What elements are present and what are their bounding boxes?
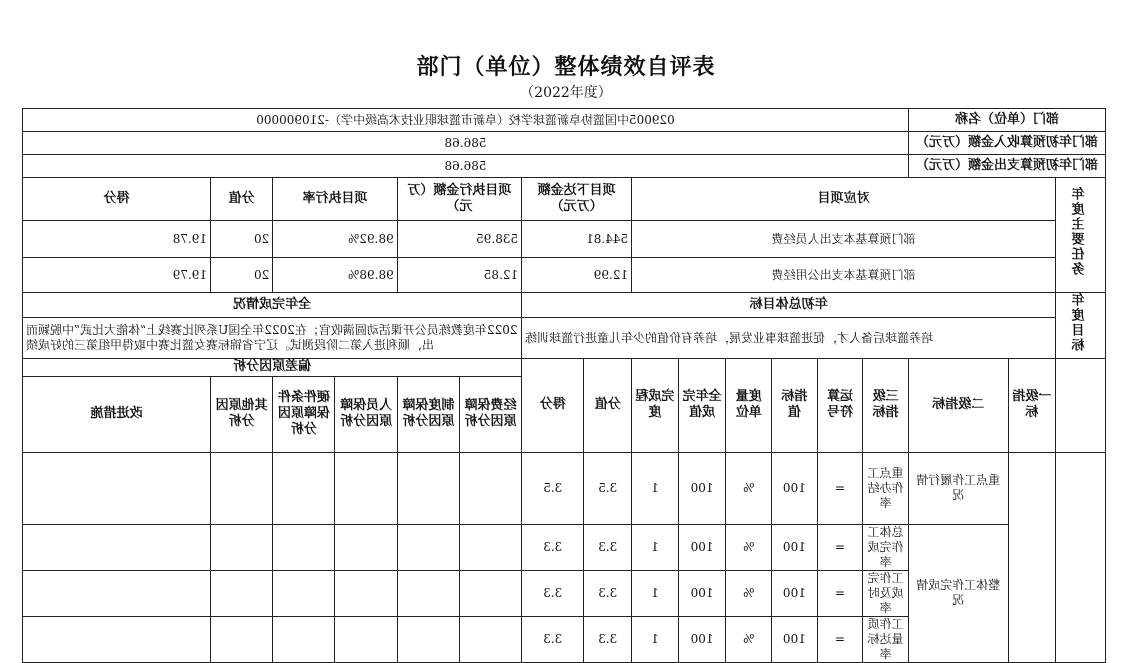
col-budget: 项目下达金额（万元） bbox=[522, 178, 632, 221]
score-cell: 3.5 bbox=[522, 452, 584, 524]
task-weight: 20 bbox=[211, 258, 273, 293]
unit-value: 029005中国篮协阜新篮球学校（阜新市篮球职业技术高级中学）-210900000 bbox=[23, 109, 909, 132]
weight-cell: 3.3 bbox=[584, 524, 632, 570]
measures-cell bbox=[23, 452, 211, 524]
col-score: 得分 bbox=[522, 359, 584, 452]
col-level1: 一级指标 bbox=[1008, 359, 1056, 452]
operator-cell: = bbox=[817, 452, 863, 524]
initial-goal-text: 培养篮球后备人才，促进篮球事业发展，培养有价值的少年儿童进行篮球训练 bbox=[522, 318, 1056, 359]
indicator-row bbox=[23, 524, 1106, 570]
task-executed: 12.85 bbox=[397, 258, 521, 293]
staff-cell bbox=[335, 524, 397, 570]
mirrored-table-wrapper bbox=[22, 108, 1106, 663]
weight-cell: 3.5 bbox=[584, 452, 632, 524]
goals-text-row bbox=[23, 318, 1106, 359]
right-blank-column bbox=[1056, 359, 1106, 452]
goals-header-row bbox=[23, 293, 1106, 318]
indicator-row bbox=[23, 452, 1106, 524]
completion-cell: 1 bbox=[632, 524, 679, 570]
income-value: 586.68 bbox=[23, 132, 909, 155]
level2-cell: 重点工作履行情况 bbox=[908, 452, 1008, 524]
year-label: （2022年度） bbox=[520, 85, 612, 101]
page-title: 部门（单位）整体绩效自评表 bbox=[416, 54, 716, 80]
completion-cell: 1 bbox=[632, 616, 679, 662]
completion-cell: 1 bbox=[632, 452, 679, 524]
task-row bbox=[23, 221, 1106, 258]
target-cell: 100 bbox=[772, 570, 818, 616]
indicator-header-row bbox=[23, 359, 1106, 376]
system-cell bbox=[397, 452, 459, 524]
tasks-section-label: 年度主要任务 bbox=[1056, 178, 1106, 293]
expense-label: 部门年初预算支出金额（万元） bbox=[908, 155, 1105, 178]
hardware-cell bbox=[273, 452, 335, 524]
goals-section-label: 年度目标 bbox=[1056, 293, 1106, 359]
operator-cell: = bbox=[817, 616, 863, 662]
other-cell bbox=[211, 616, 273, 662]
task-weight: 20 bbox=[211, 221, 273, 258]
task-score: 19.78 bbox=[23, 221, 211, 258]
operator-cell: = bbox=[817, 524, 863, 570]
funds-cell bbox=[459, 570, 521, 616]
level1-cell bbox=[1008, 452, 1056, 662]
unit-cell: % bbox=[726, 524, 772, 570]
level2-cell: 整体工作完成情况 bbox=[908, 524, 1008, 662]
funds-cell bbox=[459, 616, 521, 662]
system-cell bbox=[397, 616, 459, 662]
hardware-cell bbox=[273, 524, 335, 570]
income-label: 部门年初预算收入金额（万元） bbox=[908, 132, 1105, 155]
expense-value: 586.68 bbox=[23, 155, 909, 178]
col-executed: 项目执行金额（万元） bbox=[397, 178, 521, 221]
measures-cell bbox=[23, 570, 211, 616]
measures-cell bbox=[23, 616, 211, 662]
col-operator: 运算符号 bbox=[817, 359, 863, 452]
target-cell: 100 bbox=[772, 616, 818, 662]
col-staff: 人员保障原因分析 bbox=[335, 376, 397, 452]
col-hardware: 硬件条件保障原因分析 bbox=[273, 376, 335, 452]
col-other: 其他原因分析 bbox=[211, 376, 273, 452]
col-target: 指标值 bbox=[772, 359, 818, 452]
score-cell: 3.3 bbox=[522, 570, 584, 616]
task-executed: 538.95 bbox=[397, 221, 521, 258]
staff-cell bbox=[335, 570, 397, 616]
other-cell bbox=[211, 524, 273, 570]
actual-cell: 100 bbox=[678, 616, 726, 662]
funds-cell bbox=[459, 452, 521, 524]
weight-cell: 3.3 bbox=[584, 616, 632, 662]
other-cell bbox=[211, 570, 273, 616]
evaluation-sheet bbox=[22, 108, 1106, 661]
other-cell bbox=[211, 452, 273, 524]
weight-cell: 3.3 bbox=[584, 570, 632, 616]
actual-cell: 100 bbox=[678, 524, 726, 570]
system-cell bbox=[397, 524, 459, 570]
staff-cell bbox=[335, 616, 397, 662]
unit-cell: % bbox=[726, 616, 772, 662]
unit-row bbox=[23, 109, 1106, 132]
expense-row bbox=[23, 155, 1106, 178]
system-cell bbox=[397, 570, 459, 616]
col-level3: 三级指标 bbox=[863, 359, 909, 452]
task-item: 部门预算基本支出人员经费 bbox=[632, 221, 1056, 258]
income-row bbox=[23, 132, 1106, 155]
initial-goal-label: 年初总体目标 bbox=[522, 293, 1056, 318]
col-deviation: 偏差原因分析 bbox=[23, 359, 522, 376]
col-level2: 二级指标 bbox=[908, 359, 1008, 452]
col-item: 对应项目 bbox=[632, 178, 1056, 221]
col-weight: 分值 bbox=[584, 359, 632, 452]
task-rate: 98.92% bbox=[273, 221, 397, 258]
col-rate: 项目执行率 bbox=[273, 178, 397, 221]
completion-text: 2022年度教练员公开课活动圆满收官；在2022年全国U系列比赛线上“体能大比武”中脱颖而出，顺利进入第二阶段测试。辽宁省锦标赛女篮比赛中取得甲组第三的好成绩 bbox=[23, 318, 522, 359]
target-cell: 100 bbox=[772, 452, 818, 524]
evaluation-table bbox=[22, 108, 1106, 663]
target-cell: 100 bbox=[772, 524, 818, 570]
operator-cell: = bbox=[817, 570, 863, 616]
level3-cell: 工作质量达标率 bbox=[863, 616, 909, 662]
hardware-cell bbox=[273, 570, 335, 616]
col-measures: 改进措施 bbox=[23, 376, 211, 452]
tasks-header-row bbox=[23, 178, 1106, 221]
score-cell: 3.3 bbox=[522, 524, 584, 570]
level3-cell: 工作完成及时率 bbox=[863, 570, 909, 616]
unit-label: 部门（单位）名称 bbox=[908, 109, 1105, 132]
task-rate: 98.98% bbox=[273, 258, 397, 293]
col-weight: 分值 bbox=[211, 178, 273, 221]
col-completion: 完成程度 bbox=[632, 359, 679, 452]
hardware-cell bbox=[273, 616, 335, 662]
col-actual: 全年完成值 bbox=[678, 359, 726, 452]
right-blank-column bbox=[1056, 452, 1106, 662]
task-score: 19.79 bbox=[23, 258, 211, 293]
unit-cell: % bbox=[726, 570, 772, 616]
col-score: 得分 bbox=[23, 178, 211, 221]
task-row bbox=[23, 258, 1106, 293]
actual-cell: 100 bbox=[678, 570, 726, 616]
task-budget: 544.81 bbox=[522, 221, 632, 258]
staff-cell bbox=[335, 452, 397, 524]
task-item: 部门预算基本支出公用经费 bbox=[632, 258, 1056, 293]
measures-cell bbox=[23, 524, 211, 570]
completion-label: 全年完成情况 bbox=[23, 293, 522, 318]
level3-cell: 总体工作完成率 bbox=[863, 524, 909, 570]
task-budget: 12.99 bbox=[522, 258, 632, 293]
unit-cell: % bbox=[726, 452, 772, 524]
completion-cell: 1 bbox=[632, 570, 679, 616]
score-cell: 3.3 bbox=[522, 616, 584, 662]
actual-cell: 100 bbox=[678, 452, 726, 524]
col-system: 制度保障原因分析 bbox=[397, 376, 459, 452]
level3-cell: 重点工作办结率 bbox=[863, 452, 909, 524]
col-funds: 经费保障原因分析 bbox=[459, 376, 521, 452]
funds-cell bbox=[459, 524, 521, 570]
col-unit: 度量单位 bbox=[726, 359, 772, 452]
